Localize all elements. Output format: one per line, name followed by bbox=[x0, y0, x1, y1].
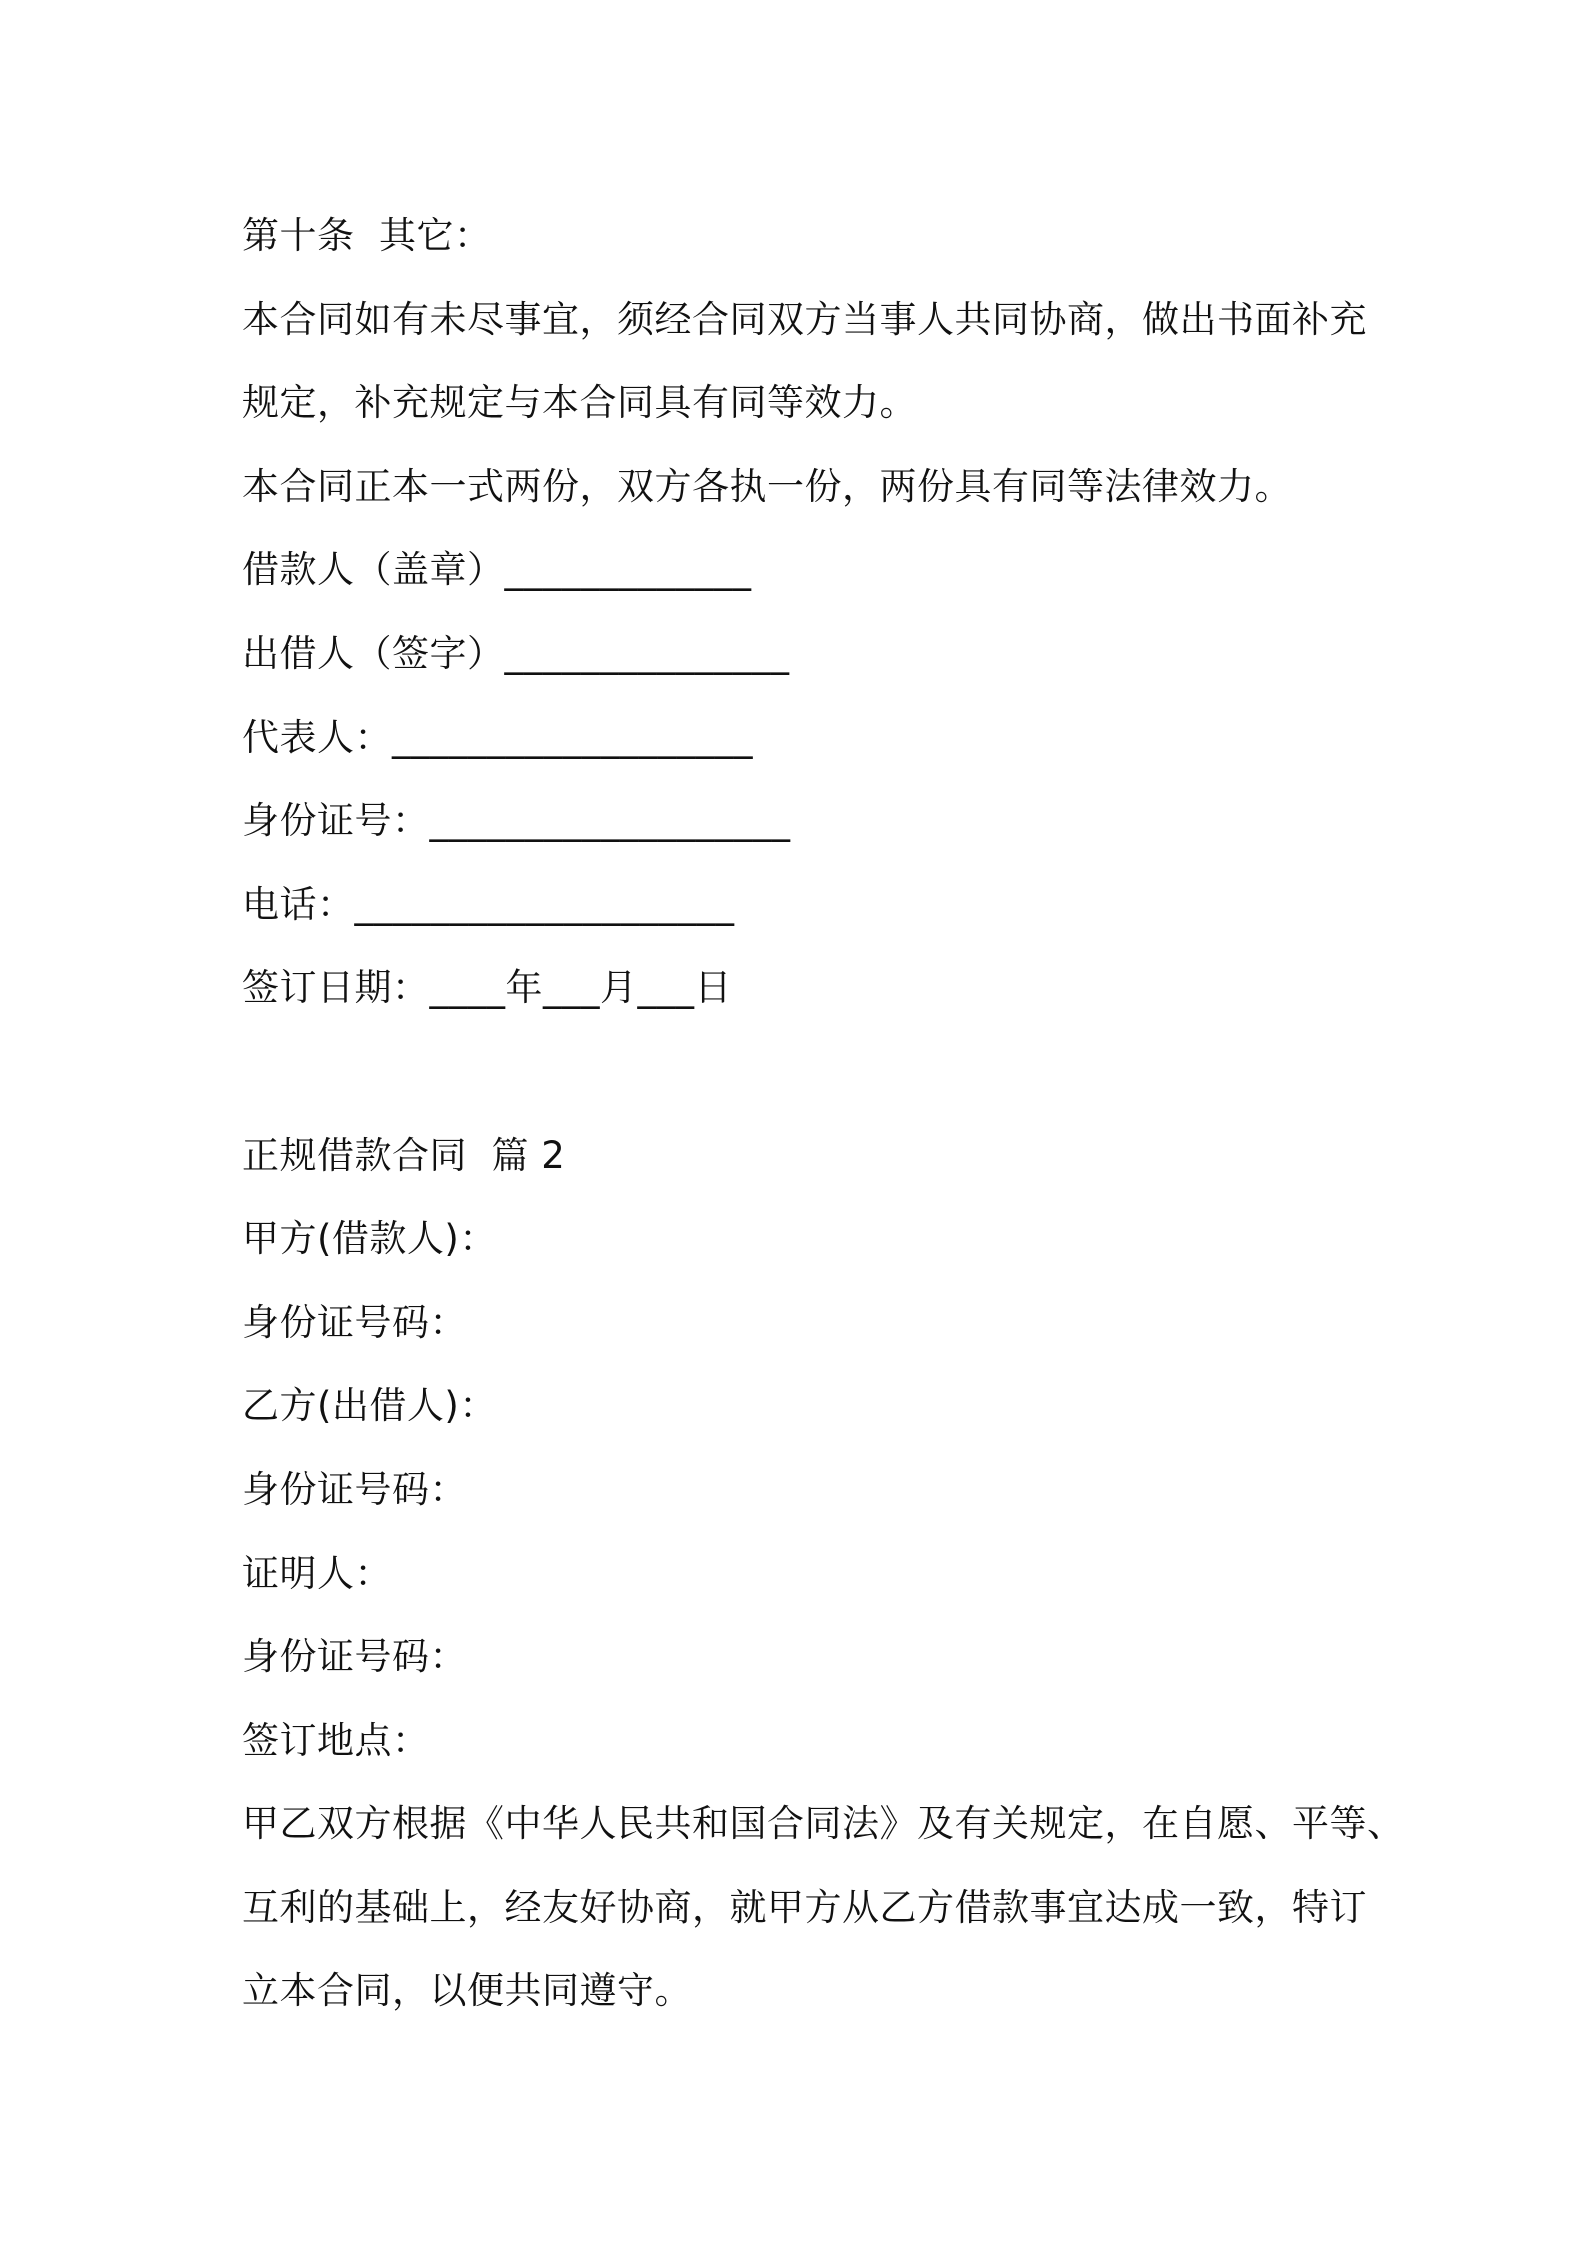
party-a-line: 甲方(借款人)： bbox=[242, 1217, 497, 1261]
phone-line: 电话：____________________ bbox=[242, 882, 735, 926]
document-body bbox=[242, 194, 1405, 2033]
party-b-line: 乙方(出借人)： bbox=[242, 1384, 497, 1428]
party-a-id-line: 身份证号码： bbox=[242, 1300, 467, 1344]
witness-id-line: 身份证号码： bbox=[242, 1635, 467, 1679]
sign-place-line: 签订地点： bbox=[242, 1718, 430, 1762]
sign-date-line: 签订日期：____年___月___日 bbox=[242, 966, 732, 1010]
representative-line: 代表人：___________________ bbox=[242, 715, 753, 759]
id-number-line: 身份证号：___________________ bbox=[242, 799, 791, 843]
paragraph-line: 规定，补充规定与本合同具有同等效力。 bbox=[242, 381, 917, 425]
paragraph-line: 甲乙双方根据《中华人民共和国合同法》及有关规定，在自愿、平等、 bbox=[242, 1802, 1405, 1846]
article-heading: 第十条 其它： bbox=[242, 214, 492, 257]
paragraph-line: 互利的基础上，经友好协商，就甲方从乙方借款事宜达成一致，特订 bbox=[242, 1885, 1367, 1929]
section-spacer bbox=[242, 1030, 1362, 1114]
party-b-id-line: 身份证号码： bbox=[242, 1467, 467, 1511]
borrower-seal-line: 借款人（盖章）_____________ bbox=[242, 548, 752, 592]
lender-sign-line: 出借人（签字）_______________ bbox=[242, 631, 790, 675]
paragraph-line: 立本合同，以便共同遵守。 bbox=[242, 1969, 692, 2013]
paragraph-line: 本合同正本一式两份，双方各执一份，两份具有同等法律效力。 bbox=[242, 464, 1292, 508]
witness-line: 证明人： bbox=[242, 1551, 392, 1595]
paragraph-line: 本合同如有未尽事宜，须经合同双方当事人共同协商，做出书面补充 bbox=[242, 297, 1367, 341]
contract-title: 正规借款合同 篇 2 bbox=[242, 1133, 566, 1177]
